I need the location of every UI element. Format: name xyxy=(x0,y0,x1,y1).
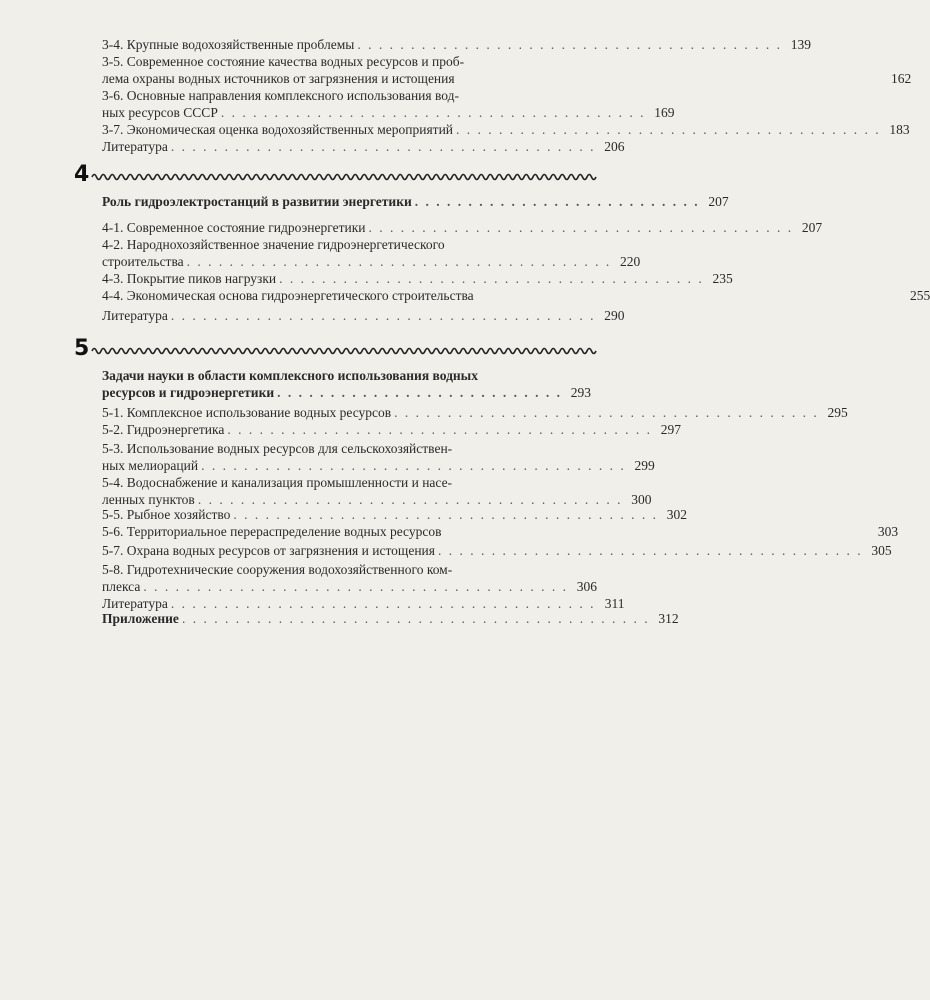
toc-entry-page: 235 xyxy=(712,271,733,286)
toc-entry-page: 305 xyxy=(871,543,892,558)
toc-entry: 3-4. Крупные водохозяйственные проблемы . . . . . . . . . . . . . . . . . . . . . . . . . . . . . . . . . . . . . . . . 139 xyxy=(102,37,811,52)
chapter-5-title-page: 293 xyxy=(570,385,592,400)
toc-entry-title: Литература xyxy=(102,596,168,611)
toc-entry-page: 183 xyxy=(889,122,910,137)
toc-entry-page: 311 xyxy=(604,596,625,611)
chapter-5-title: Задачи науки в области комплексного использования водных ресурсов и гидроэнергетики . . . . . . . . . . . . . . . . . . . . . . . . . . . 293 xyxy=(102,368,592,400)
toc-entry-title: 5-7. Охрана водных ресурсов от загрязнения и истощения xyxy=(102,543,435,558)
toc-entry-title: 3-4. Крупные водохозяйственные проблемы xyxy=(102,37,355,52)
toc-entry-page: 297 xyxy=(660,422,682,437)
toc-entry-page: 303 xyxy=(877,524,899,539)
toc-entry: 5-2. Гидроэнергетика . . . . . . . . . . . . . . . . . . . . . . . . . . . . . . . . . . . . . . . . 297 xyxy=(102,422,682,437)
toc-entry-page: 295 xyxy=(827,405,848,420)
toc-entry-page: 302 xyxy=(666,507,688,522)
chapter-4-divider xyxy=(92,172,589,182)
toc-entry-page: 300 xyxy=(631,492,652,507)
toc-entry-page: 290 xyxy=(604,308,625,323)
chapter-4-title-page: 207 xyxy=(708,194,729,209)
appendix-entry: Приложение . . . . . . . . . . . . . . . . . . . . . . . . . . . . . . . . . . . . . . . . . . . . 312 xyxy=(102,611,679,626)
toc-entry-page: 299 xyxy=(634,458,655,473)
toc-entry: 5-5. Рыбное хозяйство . . . . . . . . . . . . . . . . . . . . . . . . . . . . . . . . . . . . . . . . 302 xyxy=(102,507,688,522)
toc-entry-title: ленных пунктов xyxy=(102,492,195,507)
toc-entry xyxy=(102,287,930,304)
appendix-page: 312 xyxy=(658,611,679,626)
wavy-line xyxy=(92,175,596,180)
toc-entry: Литература . . . . . . . . . . . . . . . . . . . . . . . . . . . . . . . . . . . . . . . . 290 xyxy=(102,308,625,323)
toc-entry: 5-3. Использование водных ресурсов для сельскохозяйствен- ных мелиораций . . . . . . . . . . . . . . . . . . . . . . . . . . . . . . . . . . . . . . . . 299 xyxy=(102,441,655,473)
toc-entry: 3-7. Экономическая оценка водохозяйственных мероприятий . . . . . . . . . . . . . . . . . . . . . . . . . . . . . . . . . . . . . . . . 183 xyxy=(102,122,910,137)
bleed-through-page-number xyxy=(578,935,582,953)
chapter-4-title: Роль гидроэлектростанций в развитии энергетики . . . . . . . . . . . . . . . . . . . . . . . . . . . 207 xyxy=(102,194,729,209)
chapter-4-number: 4 xyxy=(74,162,90,187)
toc-entry-title: ных мелиораций xyxy=(102,458,199,473)
toc-entry-title: лема охраны водных источников от загрязнения и истощения xyxy=(102,71,455,86)
toc-entry-title: 5-2. Гидроэнергетика xyxy=(102,422,225,437)
toc-entry: 5-4. Водоснабжение и канализация промышленности и насе- ленных пунктов . . . . . . . . . . . . . . . . . . . . . . . . . . . . . . . . . . . . . . . . 300 xyxy=(102,475,652,507)
toc-entry: 4-3. Покрытие пиков нагрузки . . . . . . . . . . . . . . . . . . . . . . . . . . . . . . . . . . . . . . . . 235 xyxy=(102,271,733,286)
toc-entry-title: 5-6. Территориальное перераспределение водных ресурсов xyxy=(102,524,442,539)
toc-entry: 3-6. Основные направления комплексного использования вод- ных ресурсов СССР . . . . . . . . . . . . . . . . . . . . . . . . . . . . . . . . . . . . . . . . 169 xyxy=(102,88,675,120)
toc-entry-page: 139 xyxy=(790,37,811,52)
toc-entry-title: 4-1. Современное состояние гидроэнергетики xyxy=(102,220,366,235)
toc-entry-title: ных ресурсов СССР xyxy=(102,105,218,120)
toc-entry-title: строительства xyxy=(102,254,184,269)
toc-entry: Литература . . . . . . . . . . . . . . . . . . . . . . . . . . . . . . . . . . . . . . . . 311 xyxy=(102,596,625,611)
toc-entry-title: 4-3. Покрытие пиков нагрузки xyxy=(102,271,277,286)
toc-entry: Литература . . . . . . . . . . . . . . . . . . . . . . . . . . . . . . . . . . . . . . . . 206 xyxy=(102,139,625,154)
toc-entry-title: плекса xyxy=(102,579,141,594)
toc-entry-page: 207 xyxy=(801,220,823,235)
toc-entry-page: 306 xyxy=(576,579,597,594)
toc-entry-page: 220 xyxy=(620,254,641,269)
toc-entry-title: 5-1. Комплексное использование водных ресурсов xyxy=(102,405,392,420)
toc-entry: 4-2. Народнохозяйственное значение гидроэнергетического строительства . . . . . . . . . . . . . . . . . . . . . . . . . . . . . . . . . . . . . . . . 220 xyxy=(102,237,641,269)
toc-entry: 5-1. Комплексное использование водных ресурсов . . . . . . . . . . . . . . . . . . . . . . . . . . . . . . . . . . . . . . . . 295 xyxy=(102,405,848,420)
toc-entry-title: 4-4. Экономическая основа гидроэнергетического строительства xyxy=(102,288,474,303)
chapter-5-number: 5 xyxy=(74,336,90,361)
toc-entry-title: 3-7. Экономическая оценка водохозяйственных мероприятий xyxy=(102,122,454,137)
toc-entry xyxy=(102,523,899,540)
toc-entry-page: 169 xyxy=(654,105,675,120)
toc-entry-page: 162 xyxy=(890,71,912,86)
toc-entry-page: 206 xyxy=(604,139,625,154)
chapter-5-divider xyxy=(92,346,589,356)
toc-entry-title: Литература xyxy=(102,139,168,154)
wavy-line xyxy=(92,349,596,354)
toc-entry: 5-7. Охрана водных ресурсов от загрязнения и истощения . . . . . . . . . . . . . . . . . . . . . . . . . . . . . . . . . . . . . . . . 305 xyxy=(102,543,892,558)
toc-entry-page: 255 xyxy=(910,288,930,303)
toc-entry-title: Литература xyxy=(102,308,168,323)
toc-entry: 4-1. Современное состояние гидроэнергетики . . . . . . . . . . . . . . . . . . . . . . . . . . . . . . . . . . . . . . . . 207 xyxy=(102,220,823,235)
toc-entry: 3-5. Современное состояние качества водных ресурсов и проб- лема охраны водных источников от загрязнения и истощения 162 xyxy=(102,54,912,86)
toc-entry-title: 5-5. Рыбное хозяйство xyxy=(102,507,231,522)
toc-entry: 5-8. Гидротехнические сооружения водохозяйственного ком- плекса . . . . . . . . . . . . . . . . . . . . . . . . . . . . . . . . . . . . . . . . 306 xyxy=(102,562,597,594)
